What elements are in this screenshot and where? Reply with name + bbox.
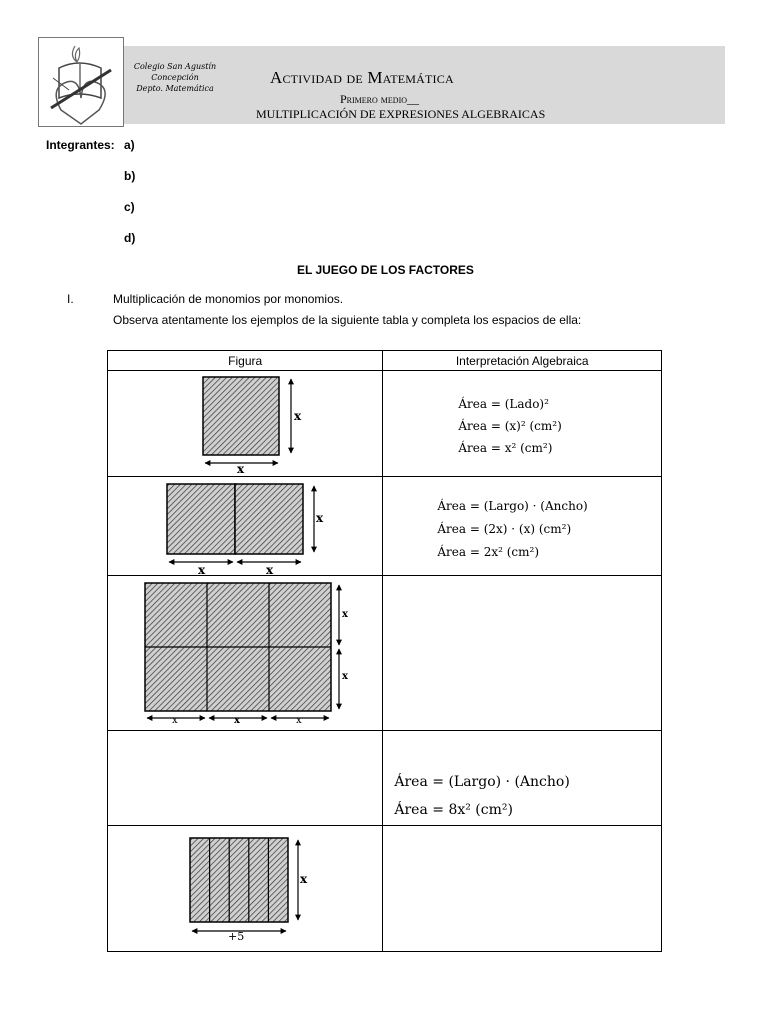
side-label: x xyxy=(342,671,348,682)
formula-line: Área = (x)² (cm²) xyxy=(458,419,562,433)
side-label: x xyxy=(342,609,348,620)
course-label: Primero medio__ xyxy=(340,92,420,106)
figure-cell xyxy=(108,576,383,731)
algebra-cell-empty[interactable] xyxy=(383,576,662,731)
six-squares-figure xyxy=(108,576,384,731)
formula-line: Área = (Largo) · (Ancho) xyxy=(394,774,570,790)
col-figure-header: Figura xyxy=(108,351,383,371)
section-line-1: Multiplicación de monomios por monomios. xyxy=(113,292,344,306)
algebra-cell-empty[interactable] xyxy=(383,826,662,952)
two-squares-figure xyxy=(108,477,384,576)
algebra-cell xyxy=(383,477,662,576)
formula-line: Área = (Largo) · (Ancho) xyxy=(437,499,588,513)
table-row xyxy=(108,731,662,826)
formula-line: Área = (2x) · (x) (cm²) xyxy=(437,522,572,536)
bottom-label: x xyxy=(198,563,206,577)
bottom-label: x xyxy=(296,715,302,726)
bottom-label: x xyxy=(172,715,178,726)
activity-title: Actividad de Matemática xyxy=(270,68,454,87)
member-slot-c: c) xyxy=(124,200,135,214)
member-slot-b: b) xyxy=(124,169,136,183)
bottom-label: x xyxy=(237,462,245,476)
side-label: x xyxy=(316,511,324,525)
bottom-label: x xyxy=(266,563,274,577)
col-algebra-header: Interpretación Algebraica xyxy=(383,351,662,371)
bottom-label: x xyxy=(234,715,240,726)
school-line: Depto. Matemática xyxy=(136,84,214,93)
formula-line: Área = (Lado)² xyxy=(458,397,549,411)
factors-table xyxy=(107,350,662,952)
formula-line: Área = 2x² (cm²) xyxy=(437,545,540,559)
school-line: Colegio San Agustín xyxy=(133,62,217,71)
section-number: I. xyxy=(67,292,74,306)
algebra-cell xyxy=(383,731,662,826)
five-strips-figure xyxy=(108,826,384,952)
table-row xyxy=(108,576,662,731)
topic-label: MULTIPLICACIÓN DE EXPRESIONES ALGEBRAICAS xyxy=(256,107,546,121)
formula-line: Área = 8x² (cm²) xyxy=(394,802,513,818)
formula-line: Área = x² (cm²) xyxy=(458,441,553,455)
members-label: Integrantes: xyxy=(46,138,115,152)
algebra-cell xyxy=(383,371,662,477)
table-header-row xyxy=(108,351,662,371)
table-row xyxy=(108,371,662,477)
figure-cell xyxy=(108,826,383,952)
member-slot-d: d) xyxy=(124,231,136,245)
section-heading: EL JUEGO DE LOS FACTORES xyxy=(297,263,474,277)
square-figure xyxy=(108,371,384,477)
school-logo xyxy=(38,37,124,127)
figure-cell xyxy=(108,477,383,576)
section-line-2: Observa atentamente los ejemplos de la siguiente tabla y completa los espacios de ella: xyxy=(113,313,582,327)
school-line: Concepción xyxy=(151,73,199,82)
document-header xyxy=(38,37,725,127)
table-row xyxy=(108,477,662,576)
side-label: x xyxy=(294,409,302,423)
figure-cell-empty[interactable] xyxy=(108,731,383,826)
member-slot-a: a) xyxy=(124,138,135,152)
school-name xyxy=(130,61,220,94)
table-row xyxy=(108,826,662,952)
figure-cell xyxy=(108,371,383,477)
bottom-label: +5 xyxy=(228,930,245,943)
side-label: x xyxy=(300,872,308,886)
